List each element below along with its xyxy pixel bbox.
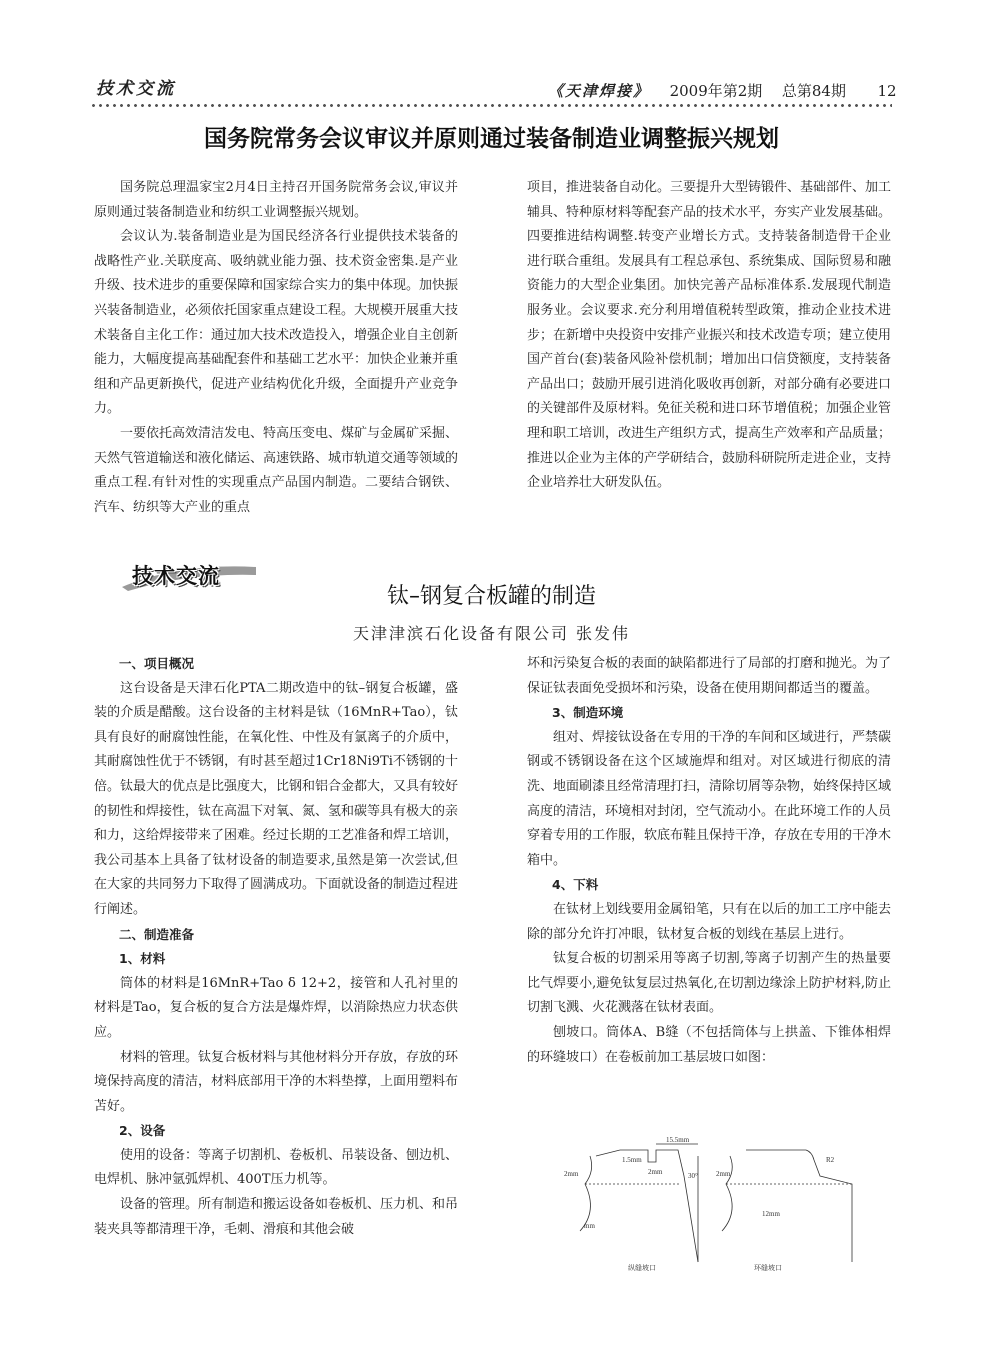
journal-info	[548, 80, 897, 101]
paragraph: 项目，推进装备自动化。三要提升大型铸锻件、基础部件、加工辅具、特种原材料等配套产品的技术水平，夯实产业发展基础。四要推进结构调整.转变产业增长方式。支持装备制造骨干企业进行联合重组。发展具有工程总承包、系统集成、国际贸易和融资能力的大型企业集团。加快完善产品标准体系.发展现代制造服务业。会议要求.充分利用增值税转型政策，推动企业技术进步；在新增中央投资中安排产业振兴和技术改造专项；建立使用国产首台(套)装备风险补偿机制；增加出口信贷额度，支持装备产品出口；鼓励开展引进消化吸收再创新，对部分确有必要进口的关键部件及原材料。免征关税和进口环节增值税；加强企业管理和职工培训，改进生产组织方式，提高生产效率和产品质量；推进以企业为主体的产学研结合，鼓励科研院所走进企业，支持企业培养壮大研发队伍。	[527, 180, 892, 491]
groove-figure	[560, 1136, 860, 1276]
paragraph: 设备的管理。所有制造和搬运设备如卷板机、压力机、和吊装夹具等都清理干净，毛刺、滑痕和其他会破	[94, 1197, 459, 1237]
paragraph: 使用的设备：等离子切割机、卷板机、吊装设备、刨边机、电焊机、脉冲氩弧焊机、400T压力机等。	[94, 1147, 459, 1188]
article2-column-left	[94, 652, 458, 1242]
total-issue: 总第84期	[781, 82, 846, 100]
article1-column-right	[527, 176, 891, 496]
journal-name: 《天津焊接》	[548, 82, 651, 100]
caption-right: 环缝坡口	[754, 1264, 782, 1272]
article1-title: 国务院常务会议审议并原则通过装备制造业调整振兴规划	[204, 126, 779, 152]
section-label: 技术交流	[96, 79, 176, 99]
paragraph: 会议认为.装备制造业是为国民经济各行业提供技术装备的战略性产业.关联度高、吸纳就业能力强、技术资金密集.是产业升级、技术进步的重要保障和国家综合实力的集中体现。加快振兴装备制造业，必须依托国家重点建设工程。大规模开展重大技术装备自主化工作：通过加大技术改造投入，增强企业自主创新能力，大幅度提高基础配套件和基础工艺水平：加快企业兼并重组和产品更新换代，促进产业结构优化升级，全面提升产业竞争力。	[94, 229, 459, 417]
paragraph: 这台设备是天津石化PTA二期改造中的钛–钢复合板罐，盛装的介质是醋酸。这台设备的主材料是钛（16MnR+Tao），钛具有良好的耐腐蚀性能，在氧化性、中性及有氯离子的介质中，其耐腐蚀性优于不锈钢，有时甚至超过1Cr18Ni9Ti不锈钢的十倍。钛最大的优点是比强度大，比钢和铝合金都大，又具有较好的韧性和焊接性，钛在高温下对氧、氮、氢和碳等具有极大的亲和力，这给焊接带来了困难。经过长期的工艺准备和焊工培训，我公司基本上具备了钛材设备的制造要求,虽然是第一次尝试,但在大家的共同努力下取得了圆满成功。下面就设备的制造过程进行阐述。	[94, 680, 459, 917]
paragraph: 坏和污染复合板的表面的缺陷都进行了局部的打磨和抛光。为了保证钛表面免受损坏和污染，设备在使用期间都适当的覆盖。	[527, 656, 892, 696]
paragraph: 一要依托高效清洁发电、特高压变电、煤矿与金属矿采掘、天然气管道输送和液化储运、高速铁路、城市轨道交通等领域的重点工程.有针对性的实现重点产品国内制造。二要结合钢铁、汽车、纺织等大产业的重点	[94, 425, 459, 515]
paragraph: 国务院总理温家宝2月4日主持召开国务院常务会议,审议并原则通过装备制造业和纺织工业调整振兴规划。	[94, 180, 458, 220]
paragraph: 筒体的材料是16MnR+Tao δ 12+2，接管和人孔衬里的材料是Tao，复合板的复合方法是爆炸焊，以消除热应力状态供应。	[94, 975, 458, 1040]
article2-title: 钛–钢复合板罐的制造	[386, 584, 596, 609]
section-heading: 4、下料	[552, 877, 599, 893]
dim-top: 15.5mm	[666, 1136, 690, 1144]
section-heading: 二、制造准备	[119, 926, 195, 942]
dim-2mm-mid: 2mm	[648, 1168, 663, 1176]
dim-r2: R2	[826, 1156, 835, 1164]
paragraph: 在钛材上划线要用金属铅笔，只有在以后的加工工序中能去除的部分允许打冲眼，钛材复合板的划线在基层上进行。	[527, 901, 892, 942]
dim-1-5: 1.5mm	[622, 1156, 642, 1164]
paragraph: 刨坡口。筒体A、B缝（不包括筒体与上拱盖、下锥体相焊的环缝坡口）在卷板前加工基层坡口如图：	[527, 1024, 891, 1065]
page-number: 12	[877, 82, 897, 100]
caption-left: 纵缝坡口	[628, 1264, 656, 1272]
dim-right-12mm: 12mm	[762, 1210, 780, 1218]
article1-column-left	[94, 176, 458, 520]
section-heading: 一、项目概况	[119, 656, 195, 671]
paragraph: 钛复合板的切割采用等离子切割,等离子切割产生的热量要比气焊要小,避免钛复层过热氧化,在切割边缘涂上防护材料,防止切割飞溅、火花溅落在钛材表面。	[527, 951, 891, 1016]
dim-left-2mm: 2mm	[564, 1170, 579, 1178]
section-heading: 3、制造环境	[552, 705, 624, 721]
section-heading: 2、设备	[119, 1123, 166, 1139]
header-divider	[90, 103, 892, 108]
dim-left-mm: mm	[584, 1222, 595, 1230]
paragraph: 材料的管理。钛复合板材料与其他材料分开存放，存放的环境保持高度的清洁，材料底部用干净的木料垫撑，上面用塑料布苫好。	[94, 1049, 459, 1114]
paragraph: 组对、焊接钛设备在专用的干净的车间和区域进行，严禁碳钢或不锈钢设备在这个区域施焊和组对。对区域进行彻底的清洗、地面刷漆且经常清理打扫，清除切屑等杂物，始终保持区域高度的清洁，环境相对封闭，空气流动小。在此环境工作的人员穿着专用的工作服，软底布鞋且保持干净，存放在专用的干净木箱中。	[527, 729, 892, 868]
article2-column-right	[527, 652, 891, 1070]
article2-author: 天津津滨石化设备有限公司 张发伟	[352, 624, 631, 643]
section-badge: 技术交流	[132, 564, 220, 588]
dim-angle: 30°	[688, 1172, 698, 1180]
dim-right-2mm: 2mm	[716, 1170, 731, 1178]
section-heading: 1、材料	[119, 951, 166, 967]
issue: 2009年第2期	[669, 82, 763, 100]
